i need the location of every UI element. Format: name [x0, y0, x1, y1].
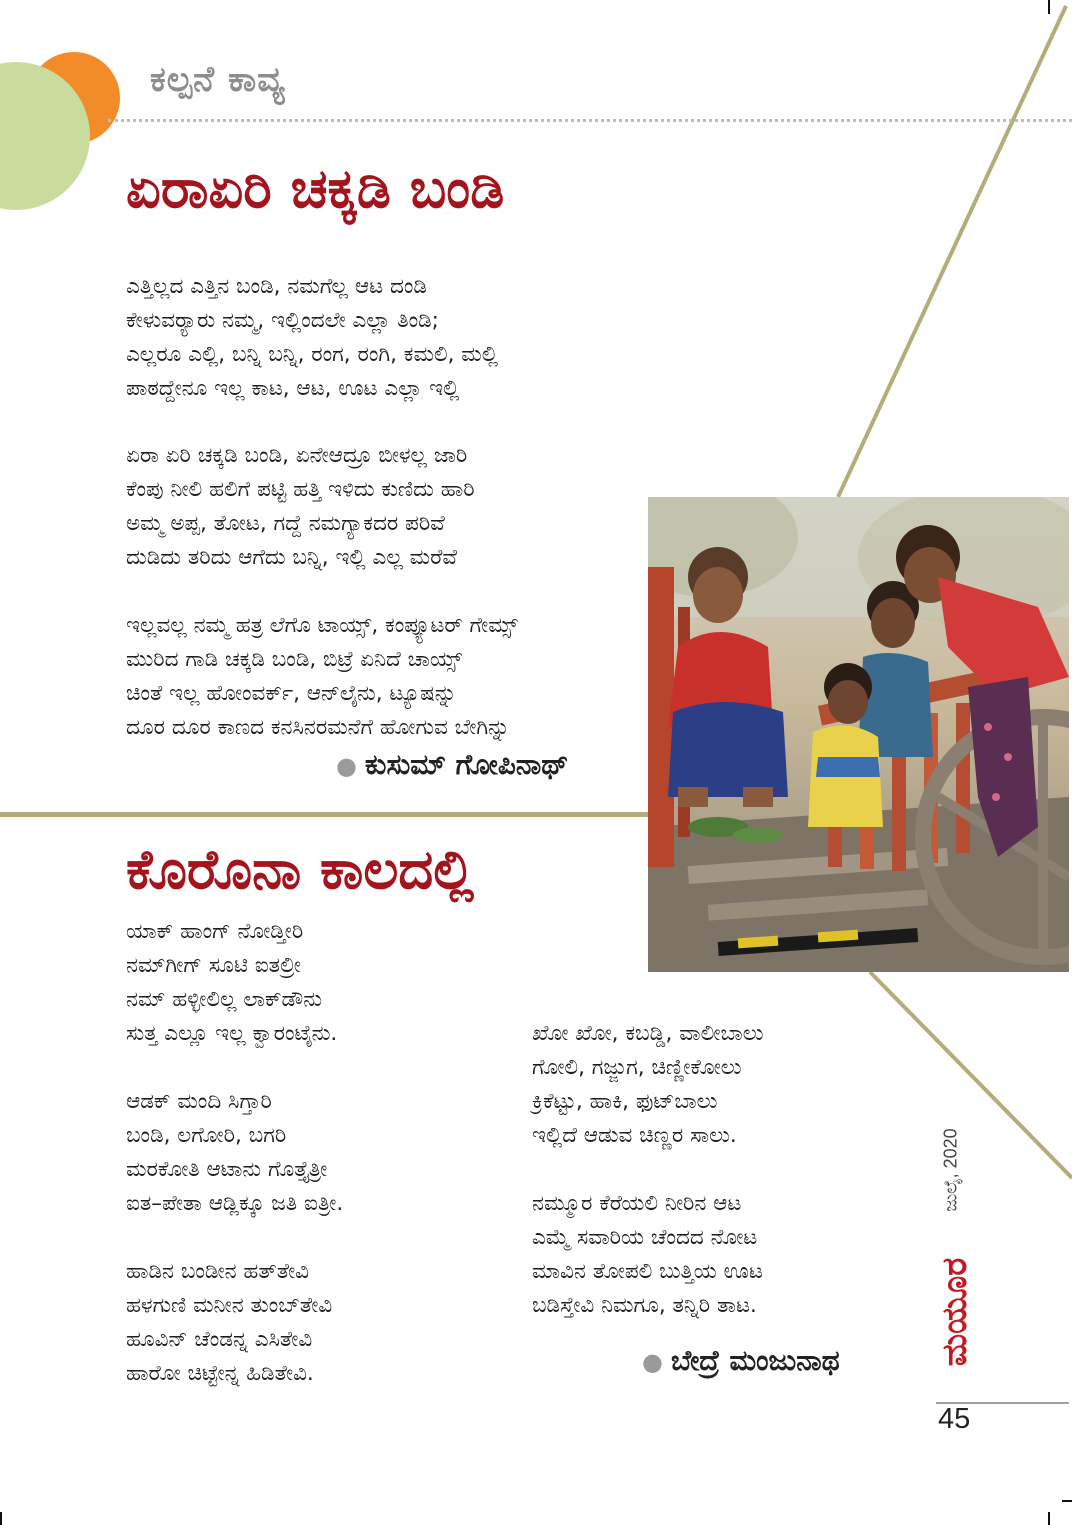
poem-line: ಇಲ್ಲಿದೆ ಆಡುವ ಚಿಣ್ಣರ ಸಾಲು. [532, 1123, 737, 1148]
poem-line: ಬಂಡಿ, ಲಗೋರಿ, ಬಗರಿ [126, 1123, 287, 1148]
poem2-left-stanza-3 [126, 1255, 332, 1391]
poem-line: ಗೋಲಿ, ಗಜ್ಜುಗ, ಚಿಣ್ಣೀಕೋಲು [532, 1055, 742, 1080]
poem1-stanza-1 [126, 270, 498, 406]
poem-line: ಹೂವಿನ್ ಚೆಂಡನ್ನ ಎಸಿತೇವಿ [126, 1327, 313, 1352]
poem-line: ಕೆಂಪು ನೀಲಿ ಹಲಿಗೆ ಪಟ್ಟಿ ಹತ್ತಿ ಇಳಿದು ಕುಣಿದು ಹಾರಿ [126, 477, 475, 502]
poem2-left-stanza-1 [126, 915, 337, 1051]
poem1-stanza-3 [126, 609, 518, 745]
poem-line: ಹಾಡಿನ ಬಂಡೀನ ಹತ್‌ತೇವಿ [126, 1259, 310, 1284]
poem2-right-stanza-2 [532, 1187, 763, 1323]
poem-line: ಚಿಂತೆ ಇಲ್ಲ ಹೋಂವರ್ಕ್, ಆನ್‌ಲೈನು, ಟ್ಯೂಷನ್ನು [126, 681, 457, 706]
section-divider [0, 812, 650, 817]
photo-illustration [648, 497, 1069, 972]
bullet-dot-icon: ● [642, 1348, 663, 1376]
poem-line: ಹಾರೋ ಚಿಟ್ಟೇನ್ನ ಹಿಡಿತೇವಿ. [126, 1361, 314, 1386]
poem1-author [336, 748, 568, 782]
poem-line: ಕ್ರಿಕೆಟ್ಟು, ಹಾಕಿ, ಫುಟ್‌ಬಾಲು [532, 1089, 718, 1114]
poem1-stanza-2 [126, 439, 475, 575]
poem2-author [642, 1344, 840, 1378]
dotted-divider [108, 119, 1072, 122]
poem-line: ನಮ್ಮೂರ ಕೆರೆಯಲಿ ನೀರಿನ ಆಟ [532, 1191, 742, 1216]
poem-title-2: ಕೊರೊನಾ ಕಾಲದಲ್ಲಿ [126, 838, 475, 901]
poem2-right-stanza-1 [532, 1017, 764, 1153]
poem-line: ಎತ್ತಿಲ್ಲದ ಎತ್ತಿನ ಬಂಡಿ, ನಮಗೆಲ್ಲ ಆಟ ದಂಡಿ [126, 274, 427, 299]
poem-line: ಏರಾ ಏರಿ ಚಕ್ಕಡಿ ಬಂಡಿ, ಏನೇಆದ್ರೂ ಬೀಳಲ್ಲ ಜಾರಿ [126, 443, 468, 468]
section-label: ಕಲ್ಪನೆ ಕಾವ್ಯ [150, 60, 286, 100]
poem-line: ದೂರ ದೂರ ಕಾಣದ ಕನಸಿನರಮನೆಗೆ ಹೋಗುವ ಬೇಗಿನ್ನು [126, 715, 510, 740]
poem-line: ಇಲ್ಲವಲ್ಲ ನಮ್ಮ ಹತ್ರ ಲೆಗೊ ಟಾಯ್ಸ್, ಕಂಪ್ಯೂಟರ್ ಗೇಮ್ಸ್ [126, 613, 518, 638]
page-number: 45 [938, 1403, 971, 1435]
issue-date: ಜುಲೈ, 2020 [940, 1128, 961, 1212]
poem-line: ಕೇಳುವರ್‍ಯಾರು ನಮ್ಮ, ಇಲ್ಲಿಂದಲೇ ಎಲ್ಲಾ ತಿಂಡಿ; [126, 308, 439, 333]
poem-line: ನಮ್‌ಗೀಗ್ ಸೂಟಿ ಐತಲ್ರೀ [126, 953, 301, 978]
poem-line: ಮರಕೋತಿ ಆಟಾನು ಗೊತ್ತೈತ್ರೀ [126, 1157, 328, 1182]
author-name: ಕುಸುಮ್ ಗೋಪಿನಾಥ್ [364, 748, 569, 781]
poem-title-1: ಏರಾಏರಿ ಚಕ್ಕಡಿ ಬಂಡಿ [126, 157, 505, 220]
poem-line: ಎಮ್ಮೆ ಸವಾರಿಯ ಚೆಂದದ ನೋಟ [532, 1225, 758, 1250]
poem-line: ಮಾವಿನ ತೋಪಲಿ ಬುತ್ತಿಯ ಊಟ [532, 1259, 763, 1284]
poem-line: ಆಡಕ್ ಮಂದಿ ಸಿಗ್ತಾರಿ [126, 1089, 272, 1114]
magazine-name: ಮಯೂರ [935, 1257, 975, 1367]
poem2-left-stanza-2 [126, 1085, 343, 1221]
poem-line: ಪಾಠದ್ದೇನೂ ಇಲ್ಲ ಕಾಟ, ಆಟ, ಊಟ ಎಲ್ಲಾ ಇಲ್ಲಿ [126, 376, 460, 401]
poem-line: ಐತ–ಪೇತಾ ಆಡ್ಲಿಕ್ಕೂ ಜತಿ ಐತ್ರೀ. [126, 1191, 344, 1216]
poem-line: ಯಾಕ್ ಹಾಂಗ್ ನೋಡ್ತೀರಿ [126, 919, 304, 944]
diagonal-rule-upper [838, 6, 1066, 497]
poem-line: ಎಲ್ಲರೂ ಎಲ್ಲಿ, ಬನ್ನಿ ಬನ್ನಿ, ರಂಗ, ರಂಗಿ, ಕಮಲಿ, ಮಲ್ಲಿ [126, 342, 498, 367]
poem-line: ದುಡಿದು ತರಿದು ಆಗೆದು ಬನ್ನಿ, ಇಲ್ಲಿ ಎಲ್ಲ ಮರೆವೆ [126, 545, 457, 570]
poem-line: ಮುರಿದ ಗಾಡಿ ಚಕ್ಕಡಿ ಬಂಡಿ, ಬಿಟ್ರೆ ಏನಿದೆ ಚಾಯ್ಸ್ [126, 647, 462, 672]
author-name: ಬೇದ್ರೆ ಮಂಜುನಾಥ [670, 1344, 840, 1377]
poem-line: ಖೋ ಖೋ, ಕಬಡ್ಡಿ, ವಾಲೀಬಾಲು [532, 1021, 764, 1046]
bullet-dot-icon: ● [336, 752, 357, 780]
poem-line: ನಮ್ ಹಳ್ಳೀಲಿಲ್ಲ ಲಾಕ್‌ಡೌನು [126, 987, 323, 1012]
poem-line: ಅಮ್ಮ ಅಪ್ಪ, ತೋಟ, ಗದ್ದೆ ನಮಗ್ಯಾಕದರ ಪರಿವೆ [126, 511, 445, 536]
diagonal-rule-lower [870, 972, 1072, 1178]
children-on-cart-photo [648, 497, 1069, 972]
poem-line: ಸುತ್ತ ಎಲ್ಲೂ ಇಲ್ಲ ಕ್ವಾರಂಟೈನು. [126, 1021, 338, 1046]
poem-line: ಹಳಗುಣಿ ಮನೀನ ತುಂಬ್‌ತೇವಿ [126, 1293, 333, 1318]
poem-line: ಬಡಿಸ್ತೇವಿ ನಿಮಗೂ, ತನ್ನಿರಿ ತಾಟ. [532, 1293, 757, 1318]
